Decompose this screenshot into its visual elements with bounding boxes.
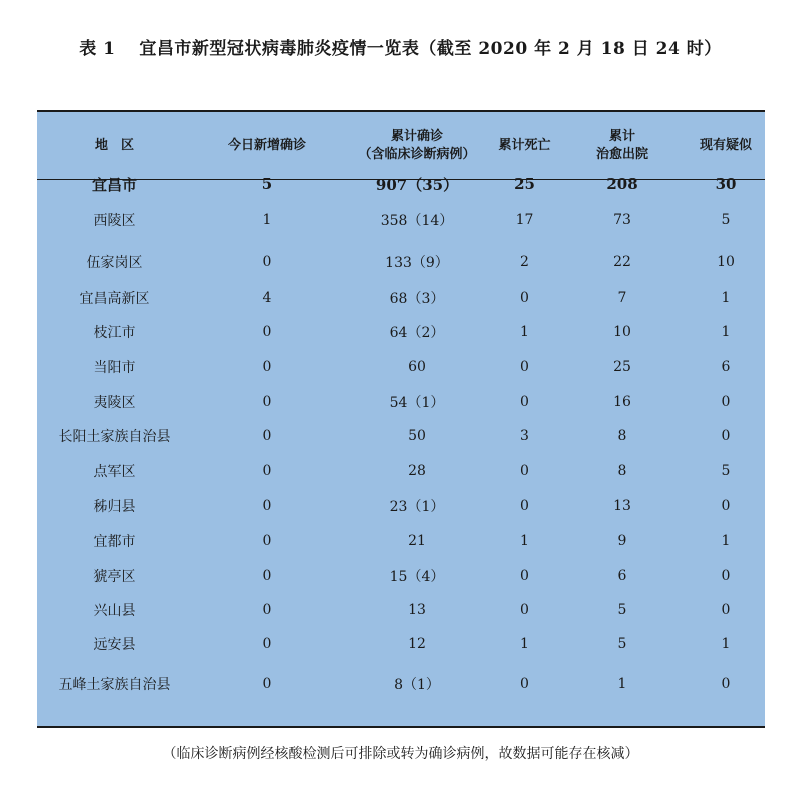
data-table bbox=[37, 110, 765, 728]
cell-region: 宜昌高新区 bbox=[79, 291, 150, 307]
cell-new-confirmed: 0 bbox=[262, 636, 272, 652]
cell-total-confirmed: 12 bbox=[408, 636, 426, 652]
header-suspected: 现有疑似 bbox=[699, 138, 752, 153]
header-deaths: 累计死亡 bbox=[498, 138, 551, 153]
cell-cured: 1 bbox=[617, 676, 627, 692]
cell-total-confirmed: 15（4） bbox=[389, 569, 445, 585]
cell-deaths: 17 bbox=[515, 212, 534, 228]
cell-suspected: 0 bbox=[721, 394, 731, 410]
cell-cured: 5 bbox=[617, 636, 627, 652]
cell-suspected: 0 bbox=[721, 428, 731, 444]
cell-new-confirmed: 0 bbox=[262, 428, 272, 444]
cell-cured: 7 bbox=[617, 290, 627, 306]
cell-total-confirmed: 60 bbox=[408, 359, 426, 375]
cell-suspected: 6 bbox=[721, 359, 731, 375]
cell-deaths: 0 bbox=[520, 676, 529, 692]
cell-deaths: 0 bbox=[520, 498, 529, 514]
cell-total-confirmed: 64（2） bbox=[389, 325, 445, 341]
cell-deaths: 25 bbox=[514, 175, 535, 193]
cell-cured: 5 bbox=[617, 602, 627, 618]
cell-region: 猇亭区 bbox=[93, 569, 136, 585]
cell-deaths: 0 bbox=[520, 394, 529, 410]
table-row bbox=[37, 667, 765, 701]
cell-new-confirmed: 0 bbox=[262, 359, 272, 375]
cell-suspected: 5 bbox=[721, 463, 731, 479]
cell-region: 长阳土家族自治县 bbox=[58, 429, 171, 445]
cell-cured: 13 bbox=[613, 498, 631, 514]
cell-total-confirmed: 907（35） bbox=[375, 175, 459, 194]
cell-new-confirmed: 0 bbox=[262, 324, 272, 340]
cell-new-confirmed: 0 bbox=[262, 533, 272, 549]
cell-cured: 9 bbox=[617, 533, 627, 549]
table-row bbox=[37, 627, 765, 661]
cell-new-confirmed: 0 bbox=[262, 254, 272, 270]
cell-cured: 8 bbox=[617, 463, 627, 479]
cell-total-confirmed: 21 bbox=[408, 533, 426, 549]
cell-region: 兴山县 bbox=[93, 603, 136, 619]
cell-region: 远安县 bbox=[93, 637, 136, 653]
cell-total-confirmed: 50 bbox=[408, 428, 426, 444]
cell-cured: 208 bbox=[606, 175, 638, 193]
cell-suspected: 10 bbox=[717, 254, 735, 270]
cell-total-confirmed: 358（14） bbox=[380, 213, 454, 229]
cell-deaths: 0 bbox=[520, 568, 529, 584]
cell-total-confirmed: 8（1） bbox=[394, 677, 440, 693]
cell-new-confirmed: 0 bbox=[262, 602, 272, 618]
cell-region: 宜昌市 bbox=[91, 175, 137, 194]
table-row bbox=[37, 350, 765, 384]
cell-deaths: 0 bbox=[520, 463, 529, 479]
table-row bbox=[37, 281, 765, 315]
cell-suspected: 0 bbox=[721, 568, 731, 584]
cell-cured: 6 bbox=[617, 568, 627, 584]
table-row bbox=[37, 385, 765, 419]
cell-cured: 8 bbox=[617, 428, 627, 444]
cell-region: 宜都市 bbox=[93, 534, 136, 550]
cell-region: 西陵区 bbox=[93, 213, 136, 229]
cell-total-confirmed: 54（1） bbox=[389, 395, 445, 411]
cell-total-confirmed: 23（1） bbox=[389, 499, 445, 515]
header-new-confirmed: 今日新增确诊 bbox=[227, 138, 306, 153]
cell-new-confirmed: 4 bbox=[262, 290, 272, 306]
cell-deaths: 1 bbox=[520, 324, 529, 340]
cell-total-confirmed: 13 bbox=[408, 602, 426, 618]
table-row bbox=[37, 489, 765, 523]
cell-region: 五峰土家族自治县 bbox=[58, 677, 171, 693]
cell-deaths: 1 bbox=[520, 533, 529, 549]
cell-cured: 10 bbox=[613, 324, 631, 340]
header-region: 地 区 bbox=[94, 138, 134, 153]
cell-suspected: 30 bbox=[715, 175, 737, 193]
table-row bbox=[37, 245, 765, 279]
cell-new-confirmed: 0 bbox=[262, 463, 272, 479]
cell-new-confirmed: 0 bbox=[262, 568, 272, 584]
cell-region: 伍家岗区 bbox=[86, 255, 143, 271]
cell-total-confirmed: 28 bbox=[408, 463, 426, 479]
cell-suspected: 0 bbox=[721, 498, 731, 514]
cell-deaths: 0 bbox=[520, 290, 529, 306]
cell-new-confirmed: 0 bbox=[262, 498, 272, 514]
cell-suspected: 0 bbox=[721, 602, 731, 618]
cell-total-confirmed: 133（9） bbox=[385, 255, 449, 271]
cell-deaths: 3 bbox=[520, 428, 529, 444]
cell-region: 枝江市 bbox=[93, 325, 136, 341]
cell-suspected: 1 bbox=[721, 290, 731, 306]
cell-region: 秭归县 bbox=[93, 499, 136, 515]
table-row bbox=[37, 524, 765, 558]
cell-total-confirmed: 68（3） bbox=[389, 291, 445, 307]
cell-cured: 22 bbox=[613, 254, 631, 270]
cell-new-confirmed: 0 bbox=[262, 676, 272, 692]
table-row bbox=[37, 419, 765, 453]
cell-region: 当阳市 bbox=[93, 360, 136, 376]
cell-cured: 25 bbox=[613, 359, 631, 375]
table-row bbox=[37, 203, 765, 237]
footnote: （临床诊断病例经核酸检测后可排除或转为确诊病例，故数据可能存在核减） bbox=[162, 746, 639, 762]
cell-suspected: 0 bbox=[721, 676, 731, 692]
cell-suspected: 1 bbox=[721, 636, 731, 652]
cell-cured: 16 bbox=[613, 394, 631, 410]
cell-suspected: 1 bbox=[721, 324, 731, 340]
cell-new-confirmed: 5 bbox=[261, 175, 273, 193]
cell-deaths: 0 bbox=[520, 602, 529, 618]
cell-cured: 73 bbox=[613, 212, 631, 228]
cell-new-confirmed: 1 bbox=[262, 212, 272, 228]
cell-region: 夷陵区 bbox=[93, 395, 136, 411]
cell-deaths: 1 bbox=[520, 636, 529, 652]
table-row bbox=[37, 559, 765, 593]
cell-deaths: 2 bbox=[520, 254, 529, 270]
cell-deaths: 0 bbox=[520, 359, 529, 375]
cell-region: 点军区 bbox=[93, 464, 136, 480]
table-row bbox=[37, 593, 765, 627]
table-row bbox=[37, 315, 765, 349]
cell-suspected: 1 bbox=[721, 533, 731, 549]
table-row bbox=[37, 454, 765, 488]
cell-suspected: 5 bbox=[721, 212, 731, 228]
header-total-confirmed: 累计确诊 （含临床诊断病例） bbox=[358, 129, 476, 162]
table-row bbox=[37, 167, 765, 201]
header-cured: 累计 治愈出院 bbox=[595, 129, 648, 162]
page-title: 表 1 宜昌市新型冠状病毒肺炎疫情一览表（截至 2020 年 2 月 18 日 24 时） bbox=[79, 39, 722, 59]
cell-new-confirmed: 0 bbox=[262, 394, 272, 410]
